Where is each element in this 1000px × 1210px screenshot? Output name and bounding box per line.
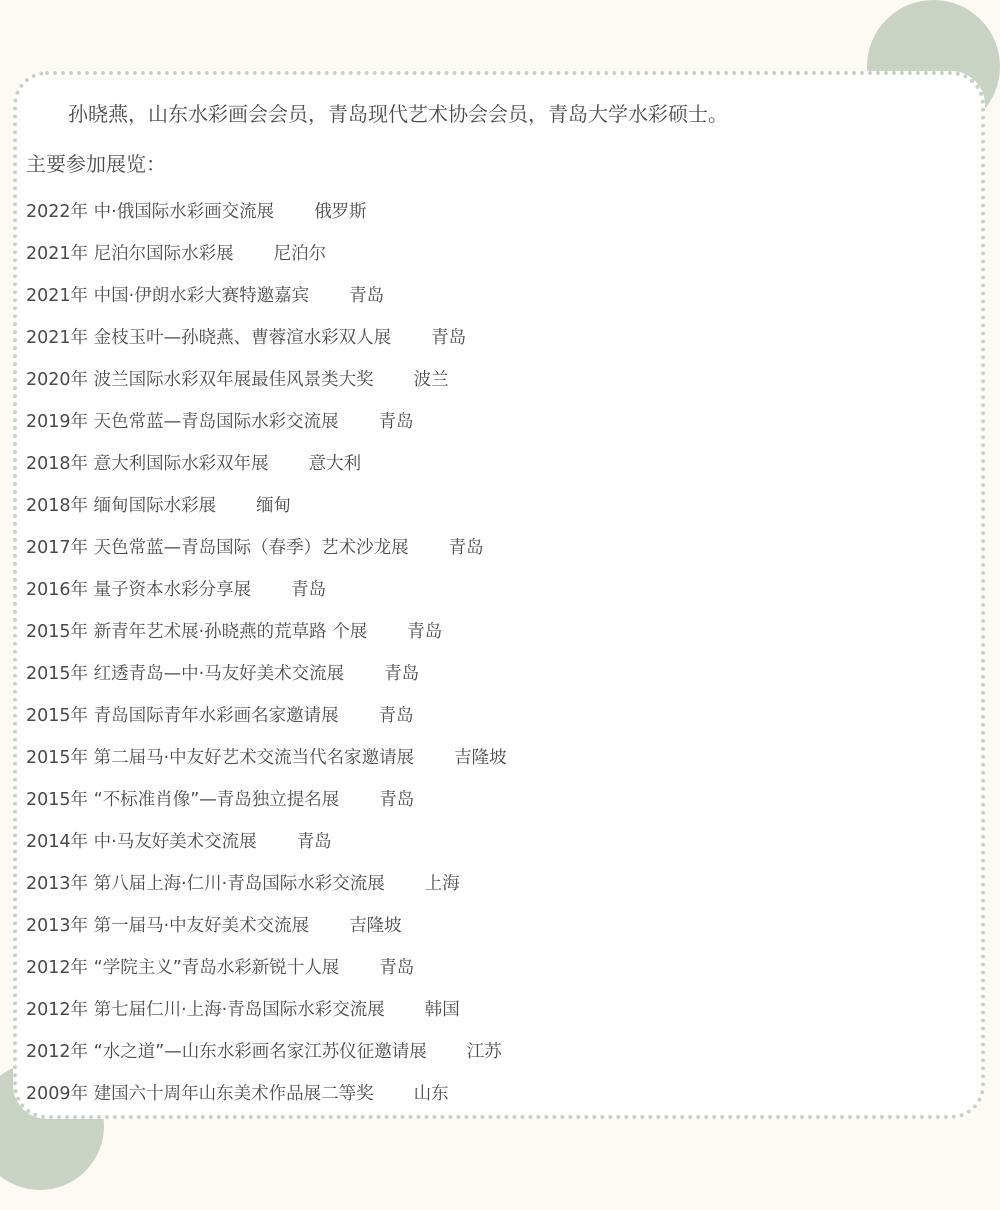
- exhibitions-heading: 主要参加展览：: [26, 152, 166, 176]
- exhibition-year: 2018年: [26, 496, 89, 516]
- exhibition-location: 上海: [424, 874, 460, 894]
- exhibition-title: 尼泊尔国际水彩展: [93, 244, 234, 264]
- exhibition-title: 新青年艺术展·孙晓燕的荒草路 个展: [93, 622, 368, 642]
- exhibition-item: [26, 618, 507, 660]
- exhibition-year: 2015年: [26, 622, 89, 642]
- exhibition-location: 山东: [413, 1084, 449, 1104]
- exhibition-title: 缅甸国际水彩展: [93, 496, 217, 516]
- exhibition-title: “学院主义”青岛水彩新锐十人展: [93, 958, 340, 978]
- exhibition-item: [26, 450, 507, 492]
- exhibition-location: 缅甸: [256, 496, 292, 516]
- exhibition-title: 金枝玉叶—孙晓燕、曹蓉渲水彩双人展: [93, 328, 392, 348]
- exhibition-location: 波兰: [413, 370, 449, 390]
- exhibition-title: 第一届马·中友好美术交流展: [93, 916, 310, 936]
- exhibition-title: 波兰国际水彩双年展最佳风景类大奖: [93, 370, 374, 390]
- exhibition-item: [26, 996, 507, 1038]
- exhibition-item: [26, 366, 507, 408]
- exhibition-location: 青岛: [378, 412, 414, 432]
- exhibition-item: [26, 660, 507, 702]
- exhibition-location: 青岛: [407, 622, 443, 642]
- exhibition-location: 青岛: [379, 958, 415, 978]
- exhibition-location: 青岛: [384, 664, 420, 684]
- exhibition-item: [26, 1038, 507, 1080]
- exhibition-item: [26, 576, 507, 618]
- exhibition-title: 青岛国际青年水彩画名家邀请展: [93, 706, 339, 726]
- exhibition-title: 红透青岛—中·马友好美术交流展: [93, 664, 345, 684]
- exhibition-year: 2021年: [26, 244, 89, 264]
- exhibition-title: “不标准肖像”—青岛独立提名展: [93, 790, 340, 810]
- exhibition-year: 2009年: [26, 1084, 89, 1104]
- exhibition-location: 吉隆坡: [454, 748, 507, 768]
- exhibition-item: [26, 870, 507, 912]
- exhibition-year: 2015年: [26, 748, 89, 768]
- exhibition-item: [26, 408, 507, 450]
- exhibition-year: 2018年: [26, 454, 89, 474]
- exhibition-title: “水之道”—山东水彩画名家江苏仪征邀请展: [93, 1042, 427, 1062]
- exhibition-title: 第八届上海·仁川·青岛国际水彩交流展: [93, 874, 385, 894]
- exhibition-year: 2021年: [26, 286, 89, 306]
- exhibition-list: [26, 198, 507, 1122]
- exhibition-item: [26, 282, 507, 324]
- exhibition-location: 青岛: [448, 538, 484, 558]
- exhibition-year: 2016年: [26, 580, 89, 600]
- exhibition-item: [26, 240, 507, 282]
- exhibition-item: [26, 324, 507, 366]
- exhibition-item: [26, 702, 507, 744]
- exhibition-year: 2013年: [26, 874, 89, 894]
- exhibition-location: 江苏: [466, 1042, 502, 1062]
- exhibition-title: 天色常蓝—青岛国际水彩交流展: [93, 412, 339, 432]
- exhibition-year: 2012年: [26, 1042, 89, 1062]
- exhibition-location: 青岛: [291, 580, 327, 600]
- exhibition-year: 2021年: [26, 328, 89, 348]
- exhibition-title: 中国·伊朗水彩大赛特邀嘉宾: [93, 286, 310, 306]
- exhibition-title: 第二届马·中友好艺术交流当代名家邀请展: [93, 748, 415, 768]
- exhibition-location: 青岛: [378, 706, 414, 726]
- exhibition-location: 青岛: [349, 286, 385, 306]
- exhibition-year: 2015年: [26, 706, 89, 726]
- exhibition-year: 2020年: [26, 370, 89, 390]
- artist-intro: 孙晓燕，山东水彩画会会员，青岛现代艺术协会会员，青岛大学水彩硕士。: [68, 102, 728, 126]
- exhibition-item: [26, 198, 507, 240]
- exhibition-item: [26, 786, 507, 828]
- exhibition-year: 2014年: [26, 832, 89, 852]
- exhibition-item: [26, 1080, 507, 1122]
- exhibition-location: 吉隆坡: [349, 916, 402, 936]
- exhibition-title: 天色常蓝—青岛国际（春季）艺术沙龙展: [93, 538, 409, 558]
- exhibition-year: 2022年: [26, 202, 89, 222]
- exhibition-title: 量子资本水彩分享展: [93, 580, 252, 600]
- exhibition-location: 意大利: [308, 454, 362, 474]
- exhibition-item: [26, 534, 507, 576]
- exhibition-location: 韩国: [424, 1000, 460, 1020]
- exhibition-title: 中·马友好美术交流展: [93, 832, 257, 852]
- exhibition-year: 2015年: [26, 664, 89, 684]
- exhibition-item: [26, 744, 507, 786]
- exhibition-year: 2013年: [26, 916, 89, 936]
- exhibition-item: [26, 492, 507, 534]
- exhibition-location: 青岛: [296, 832, 332, 852]
- exhibition-location: 青岛: [431, 328, 467, 348]
- exhibition-item: [26, 828, 507, 870]
- exhibition-item: [26, 954, 507, 996]
- exhibition-title: 第七届仁川·上海·青岛国际水彩交流展: [93, 1000, 385, 1020]
- exhibition-location: 俄罗斯: [314, 202, 367, 222]
- exhibition-title: 中·俄国际水彩画交流展: [93, 202, 275, 222]
- exhibition-title: 建国六十周年山东美术作品展二等奖: [93, 1084, 374, 1104]
- exhibition-item: [26, 912, 507, 954]
- exhibition-year: 2012年: [26, 1000, 89, 1020]
- exhibition-location: 尼泊尔: [273, 244, 327, 264]
- exhibition-year: 2019年: [26, 412, 89, 432]
- exhibition-year: 2017年: [26, 538, 89, 558]
- exhibition-year: 2015年: [26, 790, 89, 810]
- exhibition-year: 2012年: [26, 958, 89, 978]
- exhibition-title: 意大利国际水彩双年展: [93, 454, 269, 474]
- exhibition-location: 青岛: [379, 790, 415, 810]
